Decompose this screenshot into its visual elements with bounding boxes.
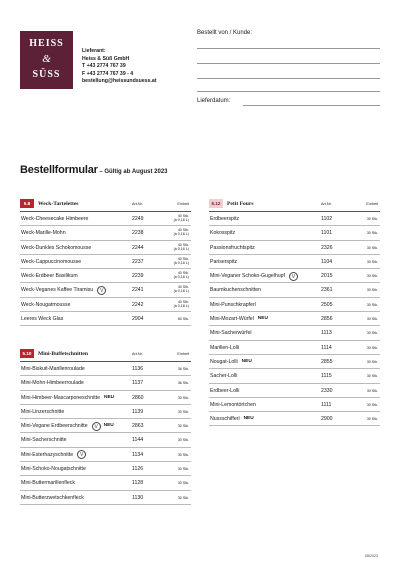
item-name: Erdbeerspitz: [210, 216, 240, 222]
item-unit-qty: 30 Stk.: [177, 424, 189, 429]
item-name: Mini-Lemontörtchen: [210, 401, 256, 408]
item-unit-qty: 30 Stk.: [366, 402, 378, 407]
item-unit-size: (à 0,18 L): [173, 217, 189, 222]
supplier-info: [82, 48, 157, 86]
item-art-nr: 1144: [132, 437, 144, 444]
item-unit: [178, 410, 189, 414]
item-art-nr: 2330: [321, 387, 333, 394]
item-name: Weck-Nougatmousse: [21, 301, 71, 308]
customer-line[interactable]: [197, 63, 380, 64]
item-unit-qty: 30 Stk.: [366, 217, 378, 221]
item-unit: [367, 389, 378, 393]
item-unit-qty: 30 Stk.: [177, 481, 189, 486]
table-row[interactable]: [209, 341, 380, 355]
table-row[interactable]: [209, 283, 380, 297]
item-unit: [367, 231, 378, 235]
delivery-date-line[interactable]: [243, 105, 380, 106]
item-unit-qty: 30 Stk.: [177, 467, 189, 472]
item-art-nr: 1113: [321, 330, 332, 337]
logo-line-3: SÜSS: [32, 69, 61, 80]
item-unit: [367, 346, 378, 350]
item-name: Mini-Mohn-Himbeerroulade: [21, 380, 84, 387]
logo-line-2: &: [42, 53, 51, 65]
item-art-nr: 1114: [321, 344, 332, 351]
item-name: Mini-Vegane Erdbeerschnitte: [21, 423, 88, 430]
item-unit-qty: 30 Stk.: [177, 395, 189, 400]
item-name: Weck-Marille-Mohn: [21, 230, 66, 237]
item-unit-qty: 30 Stk.: [177, 452, 189, 457]
table-row[interactable]: [209, 298, 380, 312]
item-unit: [178, 438, 189, 442]
item-art-nr: 2904: [132, 316, 144, 323]
vegan-icon: V: [92, 422, 101, 431]
item-name: Erdbeer-Lolli: [210, 387, 240, 394]
table-weck-tartelettes: [20, 196, 191, 326]
new-badge: NEU: [257, 316, 268, 322]
table-row[interactable]: [209, 384, 380, 398]
item-name: Weck-Veganes Kaffee Tiramisu: [21, 287, 94, 294]
item-unit-qty: 36 Stk.: [177, 381, 189, 386]
item-unit: [174, 244, 189, 252]
item-unit-qty: 36 Stk.: [177, 367, 189, 371]
item-name: Weck-Cheesecake Himbeere: [21, 216, 89, 222]
item-unit: [178, 453, 189, 457]
item-art-nr: 2863: [132, 423, 144, 430]
item-name: Sacher-Lolli: [210, 373, 238, 380]
item-unit: [178, 396, 189, 400]
item-art-nr: 2241: [132, 287, 144, 294]
table-row[interactable]: [20, 491, 191, 505]
table-row[interactable]: [209, 355, 380, 369]
table-header: [20, 346, 191, 362]
item-name: Mini-Sacherschnitte: [21, 437, 67, 444]
table-row[interactable]: [209, 212, 380, 226]
item-art-nr: 2855: [321, 358, 333, 365]
item-unit: [174, 215, 189, 223]
column-header-unit: Einheit: [177, 352, 189, 356]
new-badge: NEU: [241, 358, 252, 364]
item-unit: [178, 467, 189, 471]
customer-line[interactable]: [197, 48, 380, 49]
item-name: Mini-Sacherwürfel: [210, 330, 252, 337]
item-name: Mini-Mozart-Würfel: [210, 316, 254, 323]
table-row[interactable]: [20, 241, 191, 255]
item-unit-qty: 30 Stk.: [177, 438, 189, 443]
item-name: Mini-Veganer Schoko-Gugelhupf: [210, 273, 285, 280]
item-unit-qty: 30 Stk.: [366, 302, 378, 307]
item-unit: [367, 374, 378, 378]
item-unit: [174, 258, 189, 266]
item-unit: [367, 403, 378, 407]
item-art-nr: 2900: [321, 416, 333, 423]
table-row[interactable]: [209, 255, 380, 269]
item-art-nr: 2239: [132, 273, 144, 280]
item-unit: [178, 496, 189, 500]
item-unit: [367, 360, 378, 364]
item-art-nr: 1101: [321, 230, 333, 237]
item-unit: [367, 274, 378, 278]
item-name: Mini-Biskuit-Marillenroulade: [21, 366, 85, 372]
item-unit-qty: 30 Stk.: [366, 374, 378, 379]
item-name: Pariserspitz: [210, 258, 238, 265]
section-badge: 5.10: [20, 349, 34, 358]
table-row[interactable]: [20, 298, 191, 312]
item-unit: [174, 272, 189, 280]
supplier-label: Lieferant:: [82, 48, 106, 54]
item-art-nr: 2856: [321, 316, 333, 323]
item-name: Weck-Erdbeer Basilikum: [21, 273, 78, 280]
customer-label: Bestellt von / Kunde:: [197, 30, 253, 36]
item-unit: [178, 481, 189, 485]
item-art-nr: 2242: [132, 301, 144, 308]
item-art-nr: 1111: [321, 401, 332, 408]
logo-line-1: HEISS: [29, 38, 64, 49]
item-unit-qty: 30 Stk.: [366, 359, 378, 364]
item-unit-qty: 30 Stk.: [366, 259, 378, 264]
column-header-unit: Einheit: [177, 202, 189, 206]
footnote-date: 08/2023: [365, 554, 378, 558]
table-row[interactable]: [20, 376, 191, 390]
table-row[interactable]: [20, 362, 191, 376]
item-unit-size: (à 0,18 L): [173, 303, 189, 308]
supplier-fax: F +43 2774 767 39 - 4: [82, 70, 134, 77]
item-unit: [178, 317, 189, 321]
table-petit-fours: [209, 196, 380, 426]
vegan-icon: V: [289, 272, 298, 281]
item-unit-qty: 30 Stk.: [177, 495, 189, 500]
column-header-art: Art.Nr.: [132, 202, 143, 206]
table-row[interactable]: [20, 476, 191, 490]
item-art-nr: 1126: [132, 466, 144, 473]
table-row[interactable]: [20, 255, 191, 269]
table-row[interactable]: [20, 283, 191, 297]
item-art-nr: 2238: [132, 230, 144, 237]
item-art-nr: 1134: [132, 451, 144, 458]
item-art-nr: 2244: [132, 244, 144, 251]
item-unit-qty: 40 Stk.: [177, 242, 189, 247]
item-unit-size: (à 0,18 L): [173, 289, 189, 294]
item-unit-qty: 30 Stk.: [366, 231, 378, 236]
section-title: Mini-Buffetschnitten: [38, 351, 89, 357]
table-row[interactable]: [20, 433, 191, 447]
item-name: Marillen-Lolli: [210, 344, 240, 351]
supplier-phone: T +43 2774 767 39: [82, 63, 126, 70]
item-unit: [174, 229, 189, 237]
item-art-nr: 1139: [132, 408, 144, 415]
item-unit-qty: 30 Stk.: [366, 274, 378, 279]
table-row[interactable]: [209, 326, 380, 340]
item-name: Weck-Cappuccinomousse: [21, 258, 82, 265]
item-name: Mini-Butterzwetschkenfleck: [21, 494, 84, 501]
customer-line[interactable]: [197, 91, 380, 92]
item-name: Passionsfruchtspitz: [210, 244, 255, 251]
item-unit-qty: 40 Stk.: [177, 256, 189, 261]
item-unit-qty: 40 Stk.: [177, 214, 189, 218]
item-art-nr: 1104: [321, 258, 333, 265]
section-badge: 5.8: [20, 199, 34, 208]
table-header: [209, 196, 380, 212]
item-unit: [367, 217, 378, 221]
customer-line[interactable]: [197, 78, 380, 79]
column-header-art: Art.Nr.: [132, 352, 143, 356]
new-badge: NEU: [103, 394, 115, 400]
table-row[interactable]: [20, 312, 191, 326]
item-name: Mini-Esterhazyschnitte: [21, 451, 74, 458]
table-row[interactable]: [20, 405, 191, 419]
column-header-unit: Einheit: [366, 202, 378, 206]
item-art-nr: 1102: [321, 216, 333, 222]
vegan-icon: V: [77, 450, 86, 459]
table-row[interactable]: [20, 391, 191, 405]
item-name: Mini-Himbeer-Mascarponeschnitte: [21, 394, 100, 401]
item-unit-qty: 30 Stk.: [366, 388, 378, 393]
new-badge: NEU: [103, 423, 114, 429]
item-unit-qty: 30 Stk.: [366, 345, 378, 350]
page-title: [20, 160, 168, 178]
item-unit: [367, 288, 378, 292]
item-art-nr: 2237: [132, 258, 144, 265]
item-unit-qty: 40 Stk.: [177, 285, 189, 290]
section-badge: 5.12: [209, 199, 223, 208]
new-badge: NEU: [243, 416, 254, 422]
table-row[interactable]: [209, 226, 380, 240]
item-unit: [178, 367, 189, 371]
item-unit-qty: 30 Stk.: [177, 409, 189, 414]
table-row[interactable]: [20, 269, 191, 283]
item-name: Baumkuchenschnitten: [210, 287, 262, 294]
item-unit-qty: 30 Stk.: [366, 245, 378, 250]
table-row[interactable]: [20, 419, 191, 433]
item-unit-size: (à 0,18 L): [173, 246, 189, 251]
supplier-company: Heiss & Süß GmbH: [82, 55, 130, 62]
title-main: Bestellformular: [20, 164, 98, 176]
item-unit-qty: 40 Stk.: [177, 299, 189, 304]
table-row[interactable]: [209, 369, 380, 383]
item-art-nr: 1137: [132, 380, 144, 387]
item-unit-qty: 30 Stk.: [366, 417, 378, 422]
table-row[interactable]: [209, 412, 380, 426]
table-row[interactable]: [20, 448, 191, 462]
item-name: Mini-Schoko-Nougatschnitte: [21, 466, 86, 473]
table-row[interactable]: [209, 241, 380, 255]
table-row[interactable]: [20, 212, 191, 226]
item-unit: [367, 246, 378, 250]
item-art-nr: 1130: [132, 494, 144, 501]
item-unit: [178, 381, 189, 385]
item-art-nr: 2860: [132, 394, 144, 401]
item-unit-size: (à 0,18 L): [173, 232, 189, 237]
delivery-date-label: Lieferdatum:: [197, 98, 231, 104]
item-unit-size: (à 0,18 L): [173, 275, 189, 280]
item-unit: [367, 417, 378, 421]
item-unit-qty: 40 Stk.: [177, 271, 189, 276]
item-name: Mini-Buttermarillenfleck: [21, 480, 75, 487]
table-row[interactable]: [20, 226, 191, 240]
item-unit: [174, 301, 189, 309]
item-name: Mini-Punschkrapferl: [210, 301, 256, 308]
item-art-nr: 1136: [132, 366, 144, 372]
section-title: Weck-Tartelettes: [38, 201, 79, 207]
item-name: Mini-Linzerschnitte: [21, 408, 65, 415]
item-unit-size: (à 0,18 L): [173, 260, 189, 265]
item-name: Weck-Dunkles Schokomousse: [21, 244, 92, 251]
item-unit: [367, 303, 378, 307]
item-name: Nougat-Lolli: [210, 358, 238, 365]
item-unit: [367, 260, 378, 264]
item-unit-qty: 30 Stk.: [366, 288, 378, 293]
table-row[interactable]: [209, 269, 380, 283]
item-unit-qty: 30 Stk.: [366, 317, 378, 322]
item-unit: [178, 424, 189, 428]
item-unit: [367, 317, 378, 321]
table-row[interactable]: [209, 312, 380, 326]
item-art-nr: 2015: [321, 273, 333, 280]
table-mini-buffetschnitten: [20, 346, 191, 505]
item-art-nr: 2361: [321, 287, 333, 294]
brand-logo: [20, 31, 73, 89]
item-art-nr: 2326: [321, 244, 333, 251]
item-unit-qty: 40 Stk.: [177, 228, 189, 233]
item-unit: [367, 331, 378, 335]
item-unit: [174, 286, 189, 294]
title-sub: – Gültig ab August 2023: [97, 169, 168, 175]
table-header: [20, 196, 191, 212]
supplier-email: bestellung@heissundsuess.at: [82, 78, 157, 85]
table-row[interactable]: [209, 398, 380, 412]
item-unit-qty: 80 Stk.: [177, 317, 189, 322]
item-art-nr: 2505: [321, 301, 333, 308]
item-art-nr: 2249: [132, 216, 144, 222]
item-art-nr: 1115: [321, 373, 332, 380]
item-name: Leeres Weck Glas: [21, 316, 64, 323]
item-unit-qty: 30 Stk.: [366, 331, 378, 336]
section-title: Petit Fours: [227, 201, 254, 207]
item-art-nr: 1128: [132, 480, 144, 487]
vegan-icon: V: [97, 286, 106, 295]
item-name: Nussschifferl: [210, 416, 240, 423]
column-header-art: Art.Nr.: [321, 202, 332, 206]
table-row[interactable]: [20, 462, 191, 476]
item-name: Kokosspitz: [210, 230, 236, 237]
